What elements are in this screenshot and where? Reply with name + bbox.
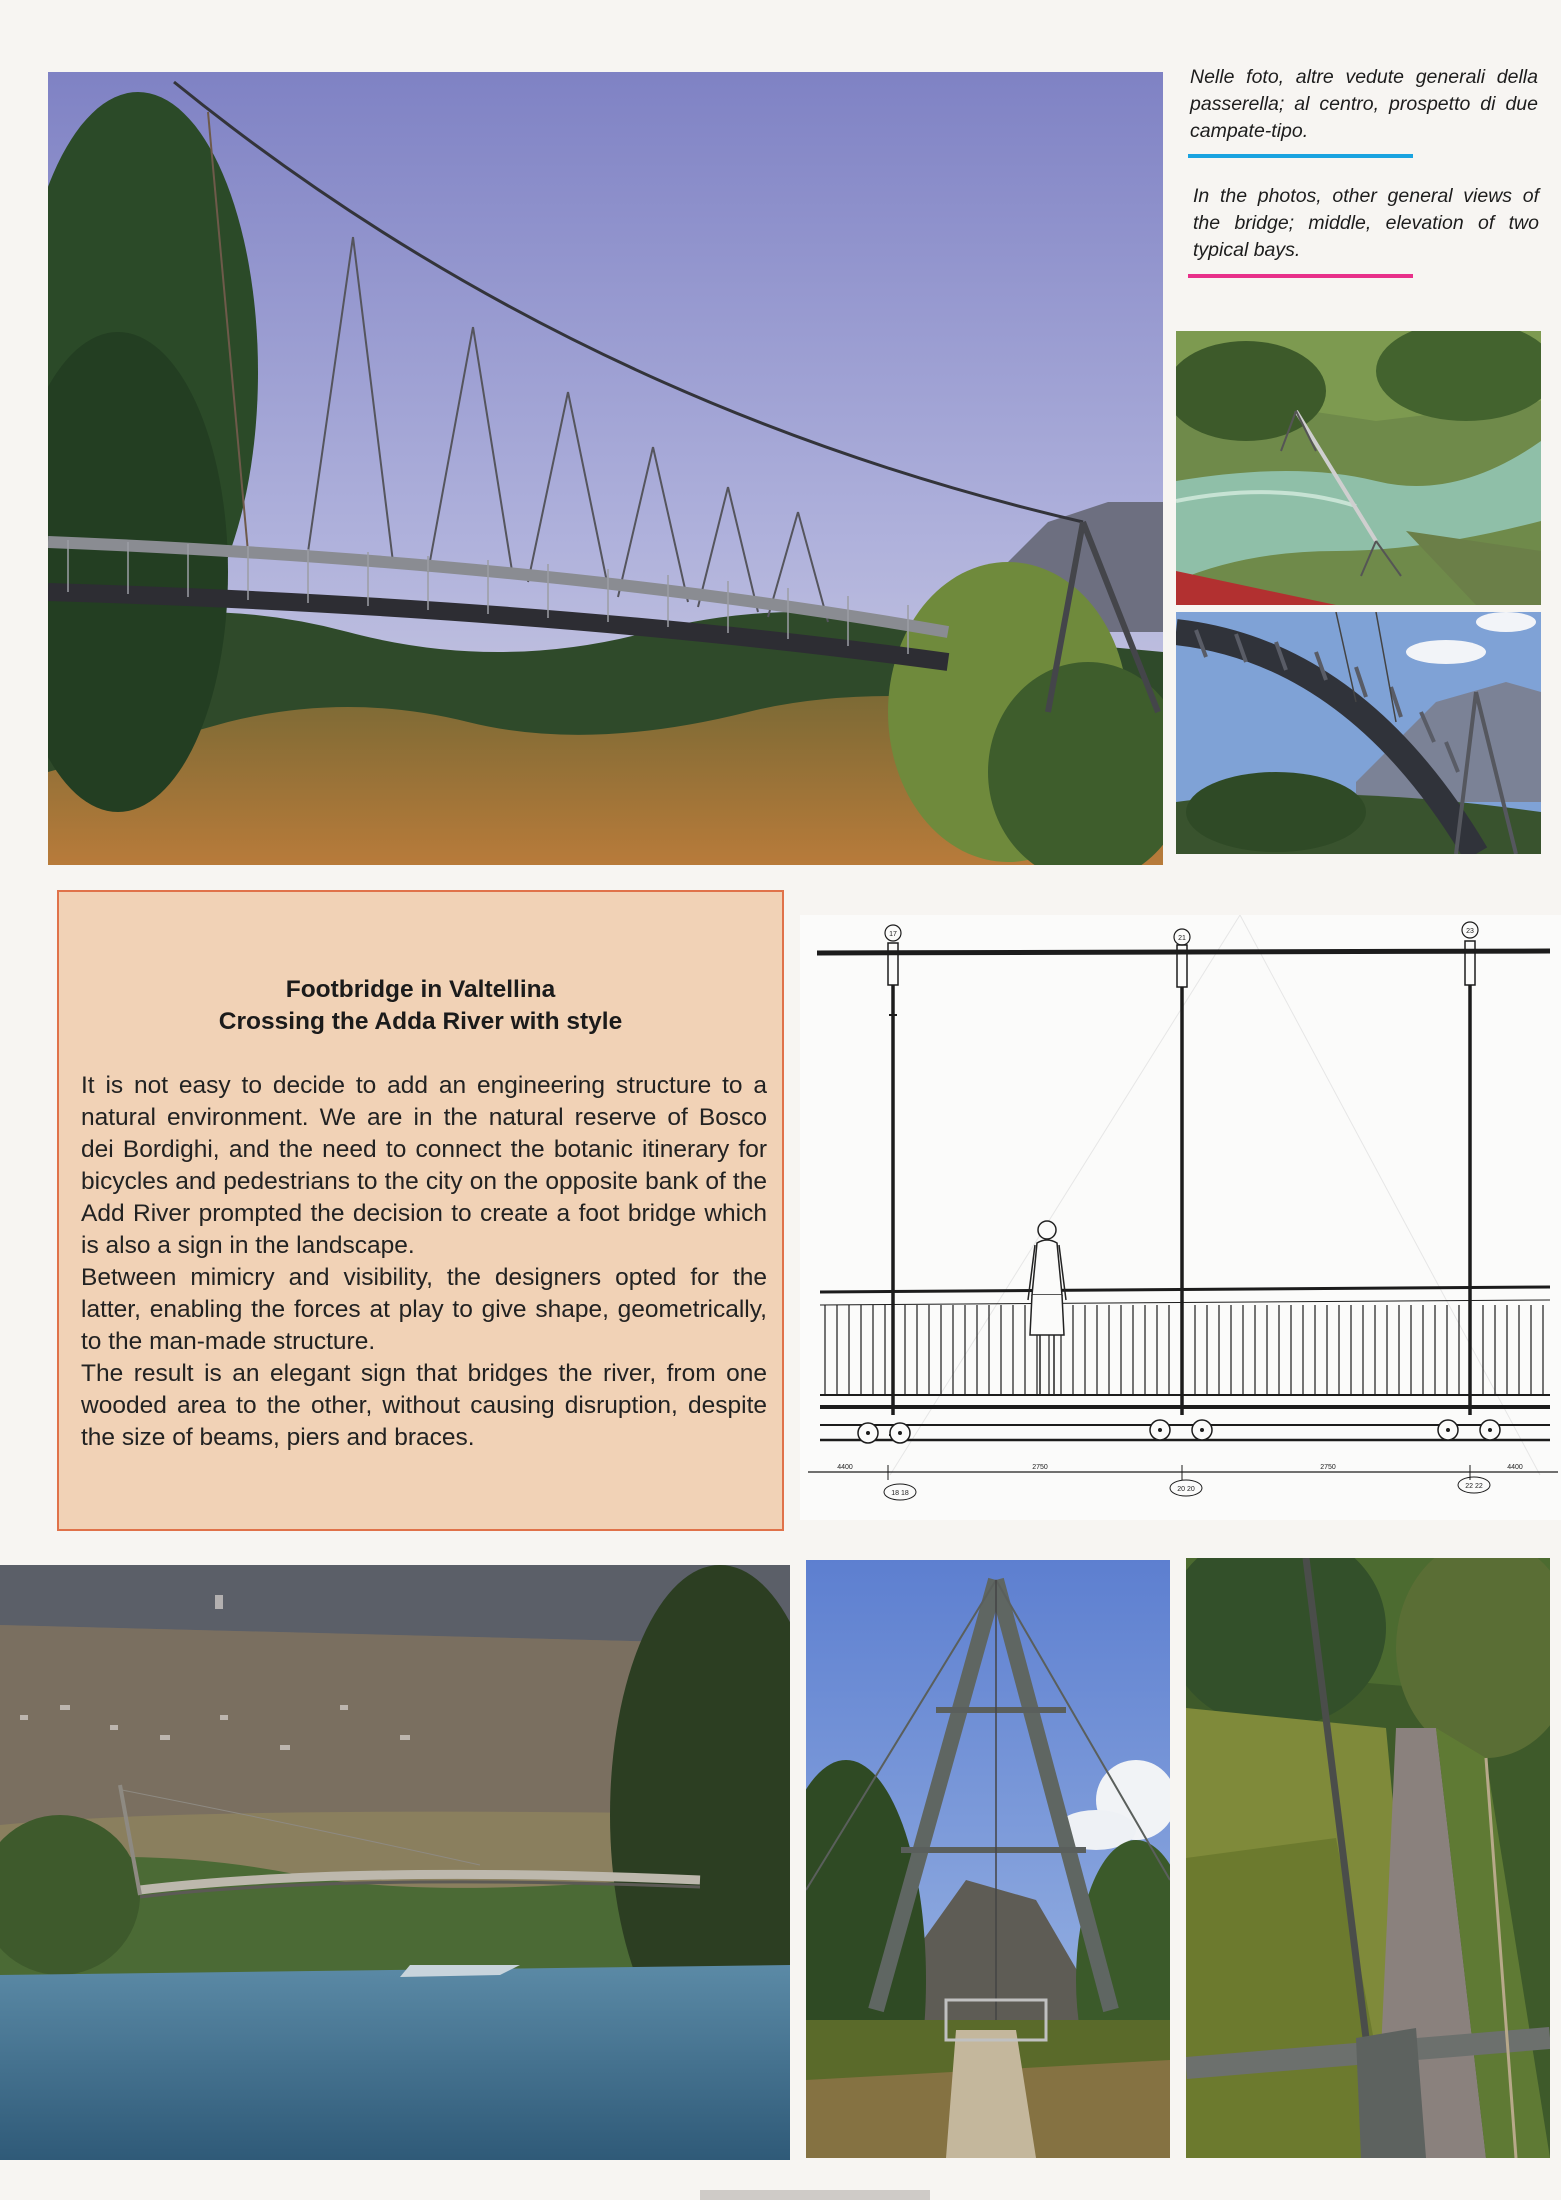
top-marker-3: 23 xyxy=(1466,928,1474,935)
article-body-p3: The result is an elegant sign that bridges the river, from one wooded area to the other, without causing disruption, despite the size of beams, piers and braces. xyxy=(81,1360,767,1451)
dim-label-2: 2750 xyxy=(1032,1464,1048,1471)
top-marker-2: 21 xyxy=(1178,935,1186,942)
top-marker-1: 17 xyxy=(889,931,897,938)
caption-italian: Nelle foto, altre vedute generali della passerella; al centro, prospetto di due campate-tipo. xyxy=(1190,66,1538,142)
bottom-marker-2: 20 20 xyxy=(1177,1486,1195,1493)
caption-rule-pink xyxy=(1188,274,1413,278)
bottom-edge-strip xyxy=(700,2190,930,2200)
article-body-p2: Between mimicry and visibility, the designers opted for the latter, enabling the forces at play to give shape, geometrically, to the man-made structure. xyxy=(81,1264,767,1355)
article-title xyxy=(59,974,782,1038)
elevation-drawing xyxy=(800,915,1561,1520)
dim-label-3: 2750 xyxy=(1320,1464,1336,1471)
article-box xyxy=(57,890,784,1531)
dim-label-1: 4400 xyxy=(837,1464,853,1471)
underside-photo xyxy=(1176,612,1541,854)
main-bridge-photo xyxy=(48,72,1163,865)
cycle-path-photo xyxy=(1186,1558,1550,2158)
aerial-photo xyxy=(1176,331,1541,605)
article-title-line1: Footbridge in Valtellina xyxy=(285,976,556,1003)
bottom-marker-1: 18 18 xyxy=(891,1490,909,1497)
article-body xyxy=(81,1070,767,1454)
article-title-line2: Crossing the Adda River with style xyxy=(218,1008,623,1035)
river-view-photo xyxy=(0,1565,790,2160)
caption-rule-blue xyxy=(1188,154,1413,158)
article-body-p1: It is not easy to decide to add an engineering structure to a natural environment. We are in the natural reserve of Bosco dei Bordighi, and the need to connect the botanic itinerary for bicycles and pedestrians to the city on the opposite bank of the Add River prompted the decision to create a foot bridge which is also a sign in the landscape. xyxy=(81,1072,767,1259)
dim-label-4: 4400 xyxy=(1507,1464,1523,1471)
caption-english: In the photos, other general views of the bridge; middle, elevation of two typical bays. xyxy=(1193,185,1539,261)
bottom-marker-3: 22 22 xyxy=(1465,1483,1483,1490)
a-frame-pylon-photo xyxy=(806,1560,1170,2158)
